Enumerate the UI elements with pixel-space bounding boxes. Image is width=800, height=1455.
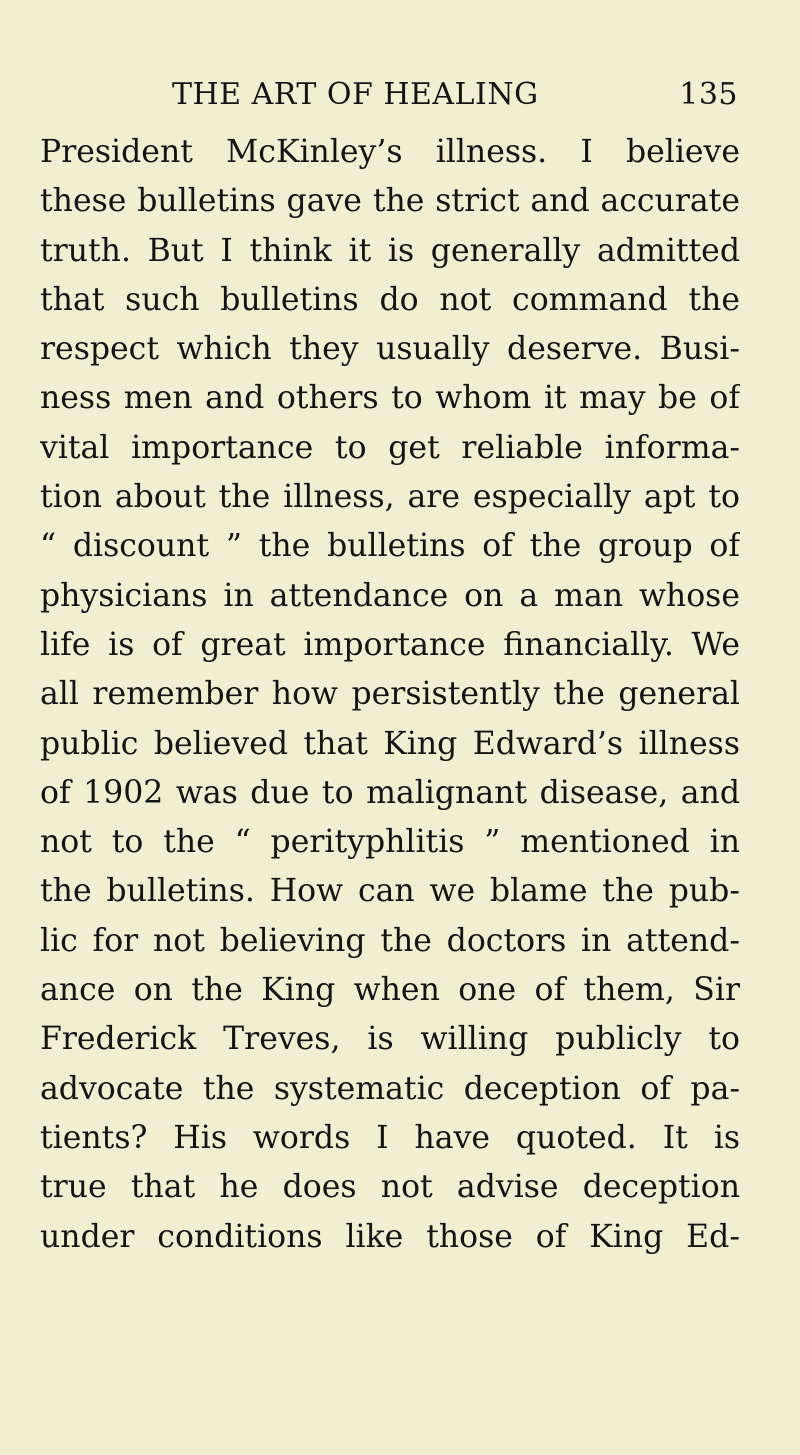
running-title: THE ART OF HEALING [172, 77, 539, 112]
text-line: true that he does not advise deception [40, 1169, 740, 1206]
text-line: ance on the King when one of them, Sir [40, 972, 740, 1009]
text-line: under conditions like those of King Ed- [40, 1218, 740, 1255]
text-line: not to the “ perityphlitis ” mentioned in [40, 824, 740, 861]
body-paragraph [40, 128, 740, 1262]
text-line: of 1902 was due to malignant disease, and [40, 774, 740, 811]
text-line: public believed that King Edward’s illness [40, 725, 740, 762]
text-line: Frederick Treves, is willing publicly to [40, 1021, 740, 1058]
text-line: tion about the illness, are especially apt to [40, 479, 740, 516]
text-line: all remember how persistently the general [40, 676, 740, 713]
text-line: advocate the systematic deception of pa- [40, 1070, 740, 1107]
running-header [172, 75, 738, 115]
page-number: 135 [679, 77, 738, 112]
text-line: lic for not believing the doctors in attend- [40, 922, 740, 959]
text-line: President McKinley’s illness. I believe [40, 134, 740, 170]
text-line: these bulletins gave the strict and accurate [40, 183, 740, 220]
text-line: the bulletins. How can we blame the pub- [40, 873, 740, 910]
text-line: ness men and others to whom it may be of [40, 380, 740, 417]
text-line: that such bulletins do not command the [40, 281, 740, 318]
text-line: respect which they usually deserve. Busi- [40, 331, 740, 368]
text-line: vital importance to get reliable informa- [40, 429, 740, 466]
text-line: truth. But I think it is generally admitted [40, 232, 740, 269]
text-line: life is of great importance financially. We [40, 626, 740, 663]
text-line: physicians in attendance on a man whose [40, 577, 740, 614]
text-line: tients? His words I have quoted. It is [40, 1119, 740, 1156]
text-line: “ discount ” the bulletins of the group of [40, 528, 740, 565]
